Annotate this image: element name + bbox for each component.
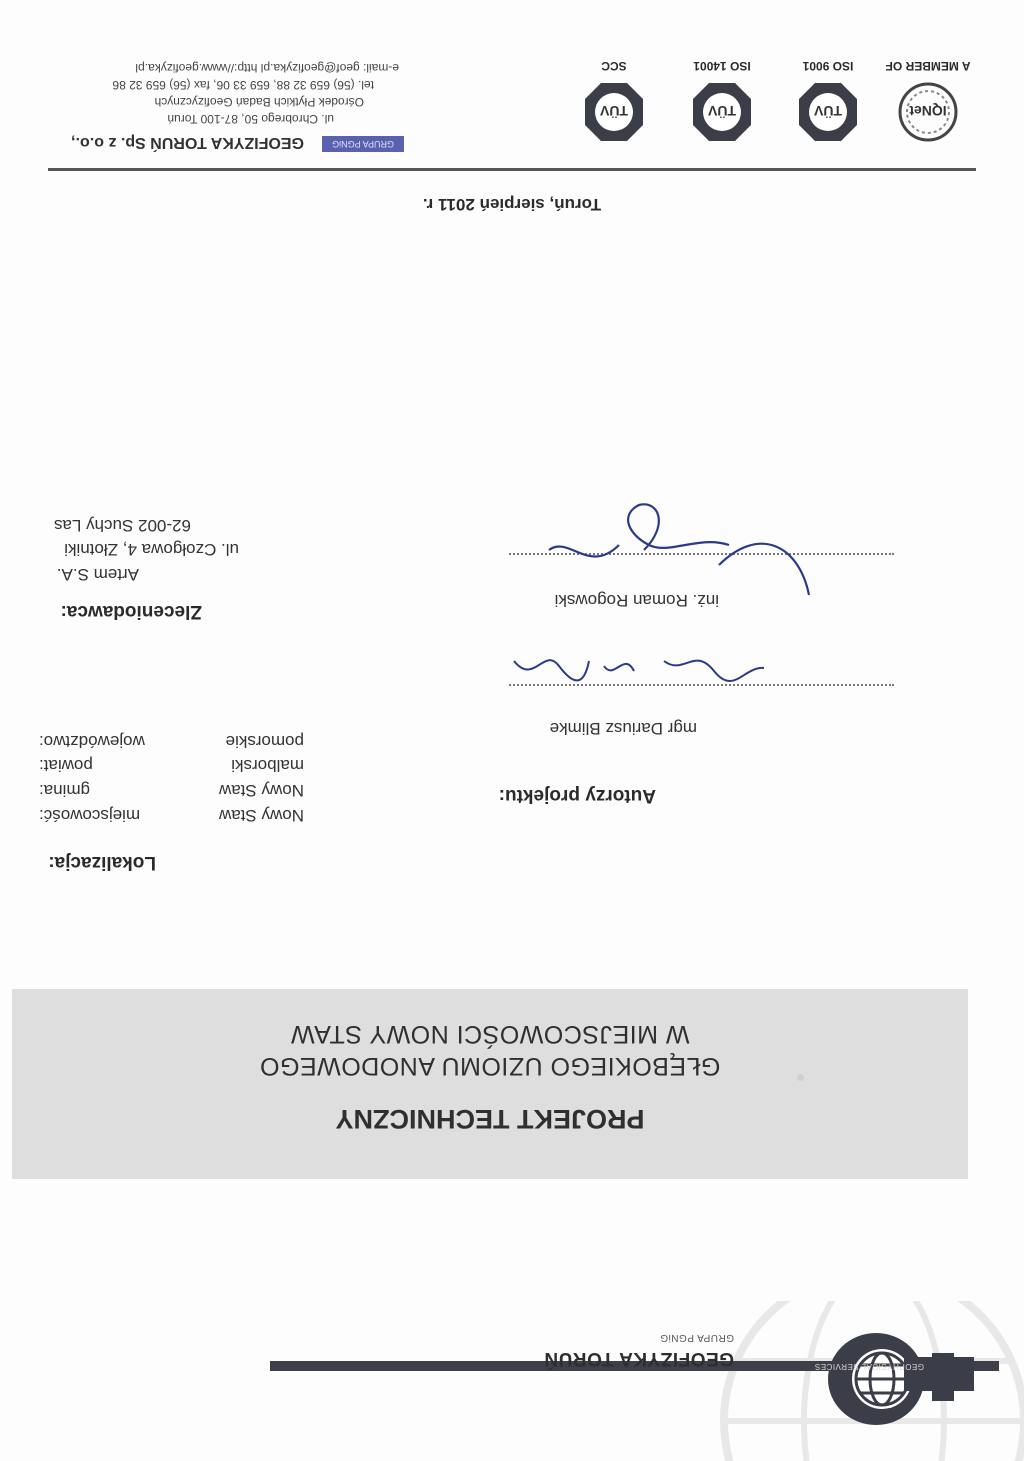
tuv-badge-text: TÜV <box>708 103 736 119</box>
cert-iqnet <box>878 59 978 143</box>
location-value: pomorskie <box>225 732 304 751</box>
certification-logos <box>578 23 978 143</box>
cert-scc <box>564 59 664 143</box>
location-label: miejscowość: <box>39 806 141 825</box>
place-date: Toruń, sierpień 2011 r. <box>422 195 602 214</box>
authors-heading: Autorzy projektu: <box>498 785 656 806</box>
footer-email-web: e-mail: geof@geofizyka.pl http://www.geofizyka.pl <box>135 61 399 75</box>
footer-address: ul. Chrobrego 50, 87-100 Toruń <box>167 112 334 126</box>
footer-phone: tel. (56) 659 32 88, 659 33 06, fax (56) 659 32 86 <box>112 78 374 92</box>
location-value: malborski <box>231 756 304 775</box>
location-label: województwo: <box>39 732 145 751</box>
author-name: inż. Roman Rogowski <box>554 591 719 610</box>
signature-icon <box>494 636 784 696</box>
cert-label: ISO 14001 <box>693 59 751 73</box>
document-subtitle-line1: GŁĘBOKIEGO UZIOMU ANODOWEGO <box>259 1052 721 1080</box>
company-name: GEOFIZYKA TORUŃ <box>543 1348 734 1369</box>
author-name: mgr Dariusz Blimke <box>549 719 697 738</box>
footer-department: Ośrodek Płytkich Badań Geofizycznych <box>154 95 364 109</box>
cert-iso14001 <box>672 59 772 143</box>
document-title: PROJEKT TECHNICZNY <box>335 1104 645 1134</box>
iqnet-badge-text: IQNet <box>909 103 947 119</box>
cert-label: SCC <box>601 59 627 73</box>
cert-label: A MEMBER OF <box>885 59 971 73</box>
title-panel <box>12 989 968 1179</box>
client-street: ul. Czołgowa 4, Złotniki <box>64 540 239 559</box>
location-value: Nowy Staw <box>218 781 304 800</box>
tuv-badge-text: TÜV <box>600 103 628 119</box>
iqnet-logo-icon <box>897 81 959 143</box>
tuv-badge-text: TÜV <box>814 103 842 119</box>
footer-company-name: GEOFIZYKA TORUŃ Sp. z o.o., <box>71 134 304 151</box>
company-group: GRUPA PGNiG <box>659 1332 734 1343</box>
tuv-logo-icon <box>691 81 753 143</box>
cert-label: ISO 9001 <box>802 59 854 73</box>
cert-iso9001 <box>778 59 878 143</box>
geofizyka-logo-icon <box>824 1321 994 1441</box>
client-heading: Zleceniodawca: <box>60 601 202 622</box>
tuv-logo-icon <box>583 81 645 143</box>
footer-rule <box>48 168 976 171</box>
tuv-logo-icon <box>797 81 859 143</box>
location-heading: Lokalizacja: <box>48 852 156 873</box>
location-label: powiat: <box>39 756 93 775</box>
document-subtitle-line2: W MIEJSCOWOŚCI NOWY STAW <box>290 1020 690 1048</box>
client-name: Artem S.A. <box>56 565 139 584</box>
signature-icon <box>459 495 819 605</box>
services-label: GEOPHYSICAL SERVICES <box>814 1362 924 1371</box>
scan-speck <box>797 1074 804 1081</box>
group-badge: GRUPA PGNiG <box>322 136 404 152</box>
location-value: Nowy Staw <box>218 806 304 825</box>
location-label: gmina: <box>39 781 91 800</box>
client-city: 62-002 Suchy Las <box>53 516 191 535</box>
